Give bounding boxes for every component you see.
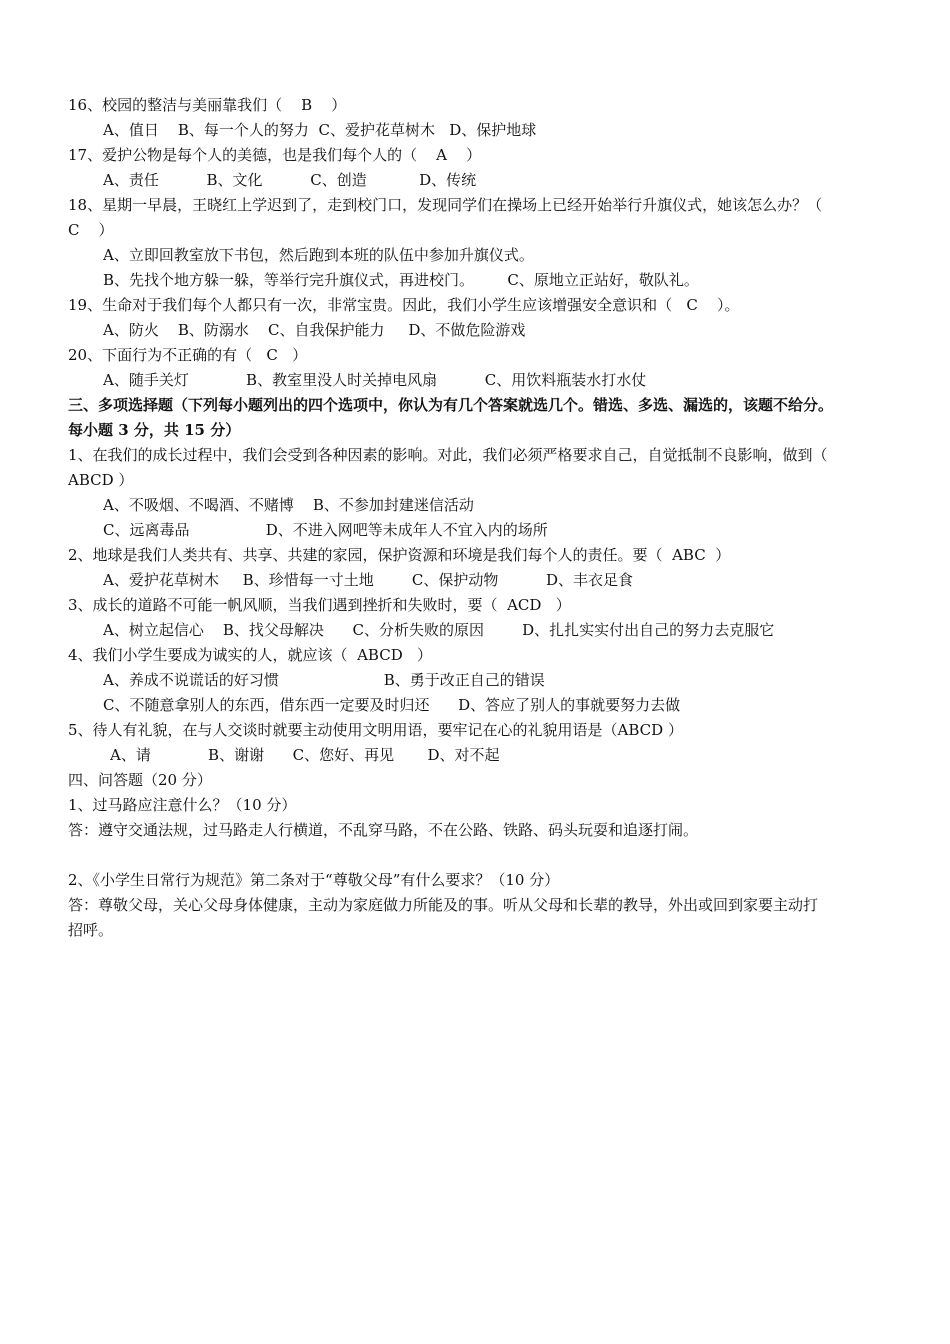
essay-question-2: 2、《小学生日常行为规范》第二条对于“尊敬父母”有什么要求？（10 分） [68, 871, 560, 889]
question-16-options: A、值日 B、每一个人的努力 C、爱护花草树木 D、保护地球 [103, 121, 537, 139]
question-17: 17、爱护公物是每个人的美德，也是我们每个人的（ A ） [68, 146, 482, 164]
multi-question-4: 4、我们小学生要成为诚实的人，就应该（ ABCD ） [68, 646, 433, 664]
essay-answer-2: 答：尊敬父母，关心父母身体健康，主动为家庭做力所能及的事。听从父母和长辈的教导，外出或回到家要主动打 [68, 896, 819, 914]
multi-question-4-options-cd: C、不随意拿别人的东西，借东西一定要及时归还 D、答应了别人的事就要努力去做 [103, 696, 681, 714]
question-18: 18、星期一早晨，王晓红上学迟到了，走到校门口，发现同学们在操场上已经开始举行升旗仪式，她该怎么办？（ [68, 196, 823, 214]
section-3-heading: 三、多项选择题（下列每小题列出的四个选项中，你认为有几个答案就选几个。错选、多选、漏选的，该题不给分。 [68, 396, 834, 414]
question-20: 20、下面行为不正确的有（ C ） [68, 346, 308, 364]
multi-question-3-options: A、树立起信心 B、找父母解决 C、分析失败的原因 D、扎扎实实付出自己的努力去克服它 [103, 621, 775, 639]
essay-question-1: 1、过马路应注意什么？（10 分） [68, 796, 297, 814]
question-18-options-bc: B、先找个地方躲一躲，等举行完升旗仪式，再进校门。 C、原地立正站好，敬队礼。 [103, 271, 699, 289]
multi-question-2: 2、地球是我们人类共有、共享、共建的家园，保护资源和环境是我们每个人的责任。要（ ABC ） [68, 546, 731, 564]
multi-question-1: 1、在我们的成长过程中，我们会受到各种因素的影响。对此，我们必须严格要求自己，自觉抵制不良影响，做到（ [68, 446, 828, 464]
multi-question-2-options: A、爱护花草树木 B、珍惜每一寸土地 C、保护动物 D、丰衣足食 [103, 571, 634, 589]
multi-question-5: 5、待人有礼貌，在与人交谈时就要主动使用文明用语，要牢记在心的礼貌用语是（ABCD ） [68, 721, 683, 739]
multi-question-1-options-cd: C、远离毒品 D、不进入网吧等未成年人不宜入内的场所 [103, 521, 548, 539]
essay-answer-2-cont: 招呼。 [68, 921, 114, 939]
multi-question-4-options-ab: A、养成不说谎话的好习惯 B、勇于改正自己的错误 [103, 671, 545, 689]
multi-question-1-options-ab: A、不吸烟、不喝酒、不赌博 B、不参加封建迷信活动 [103, 496, 474, 514]
question-19-options: A、防火 B、防溺水 C、自我保护能力 D、不做危险游戏 [103, 321, 526, 339]
section-3-heading-cont: 每小题 3 分，共 15 分） [68, 421, 241, 439]
multi-question-3: 3、成长的道路不可能一帆风顺，当我们遇到挫折和失败时，要（ ACD ） [68, 596, 571, 614]
question-20-options: A、随手关灯 B、教室里没人时关掉电风扇 C、用饮料瓶装水打水仗 [103, 371, 647, 389]
section-4-heading: 四、问答题（20 分） [68, 771, 212, 789]
question-18-answer: C ） [68, 221, 114, 239]
essay-answer-1: 答：遵守交通法规，过马路走人行横道，不乱穿马路，不在公路、铁路、码头玩耍和追逐打闹。 [68, 821, 699, 839]
question-18-option-a: A、立即回教室放下书包，然后跑到本班的队伍中参加升旗仪式。 [103, 246, 534, 264]
question-19: 19、生命对于我们每个人都只有一次，非常宝贵。因此，我们小学生应该增强安全意识和（ C ）。 [68, 296, 740, 314]
multi-question-1-answer: ABCD ） [68, 471, 134, 489]
question-16: 16、校园的整洁与美丽靠我们（ B ） [68, 96, 347, 114]
question-17-options: A、责任 B、文化 C、创造 D、传统 [103, 171, 477, 189]
multi-question-5-options: A、请 B、谢谢 C、您好、再见 D、对不起 [110, 746, 500, 764]
